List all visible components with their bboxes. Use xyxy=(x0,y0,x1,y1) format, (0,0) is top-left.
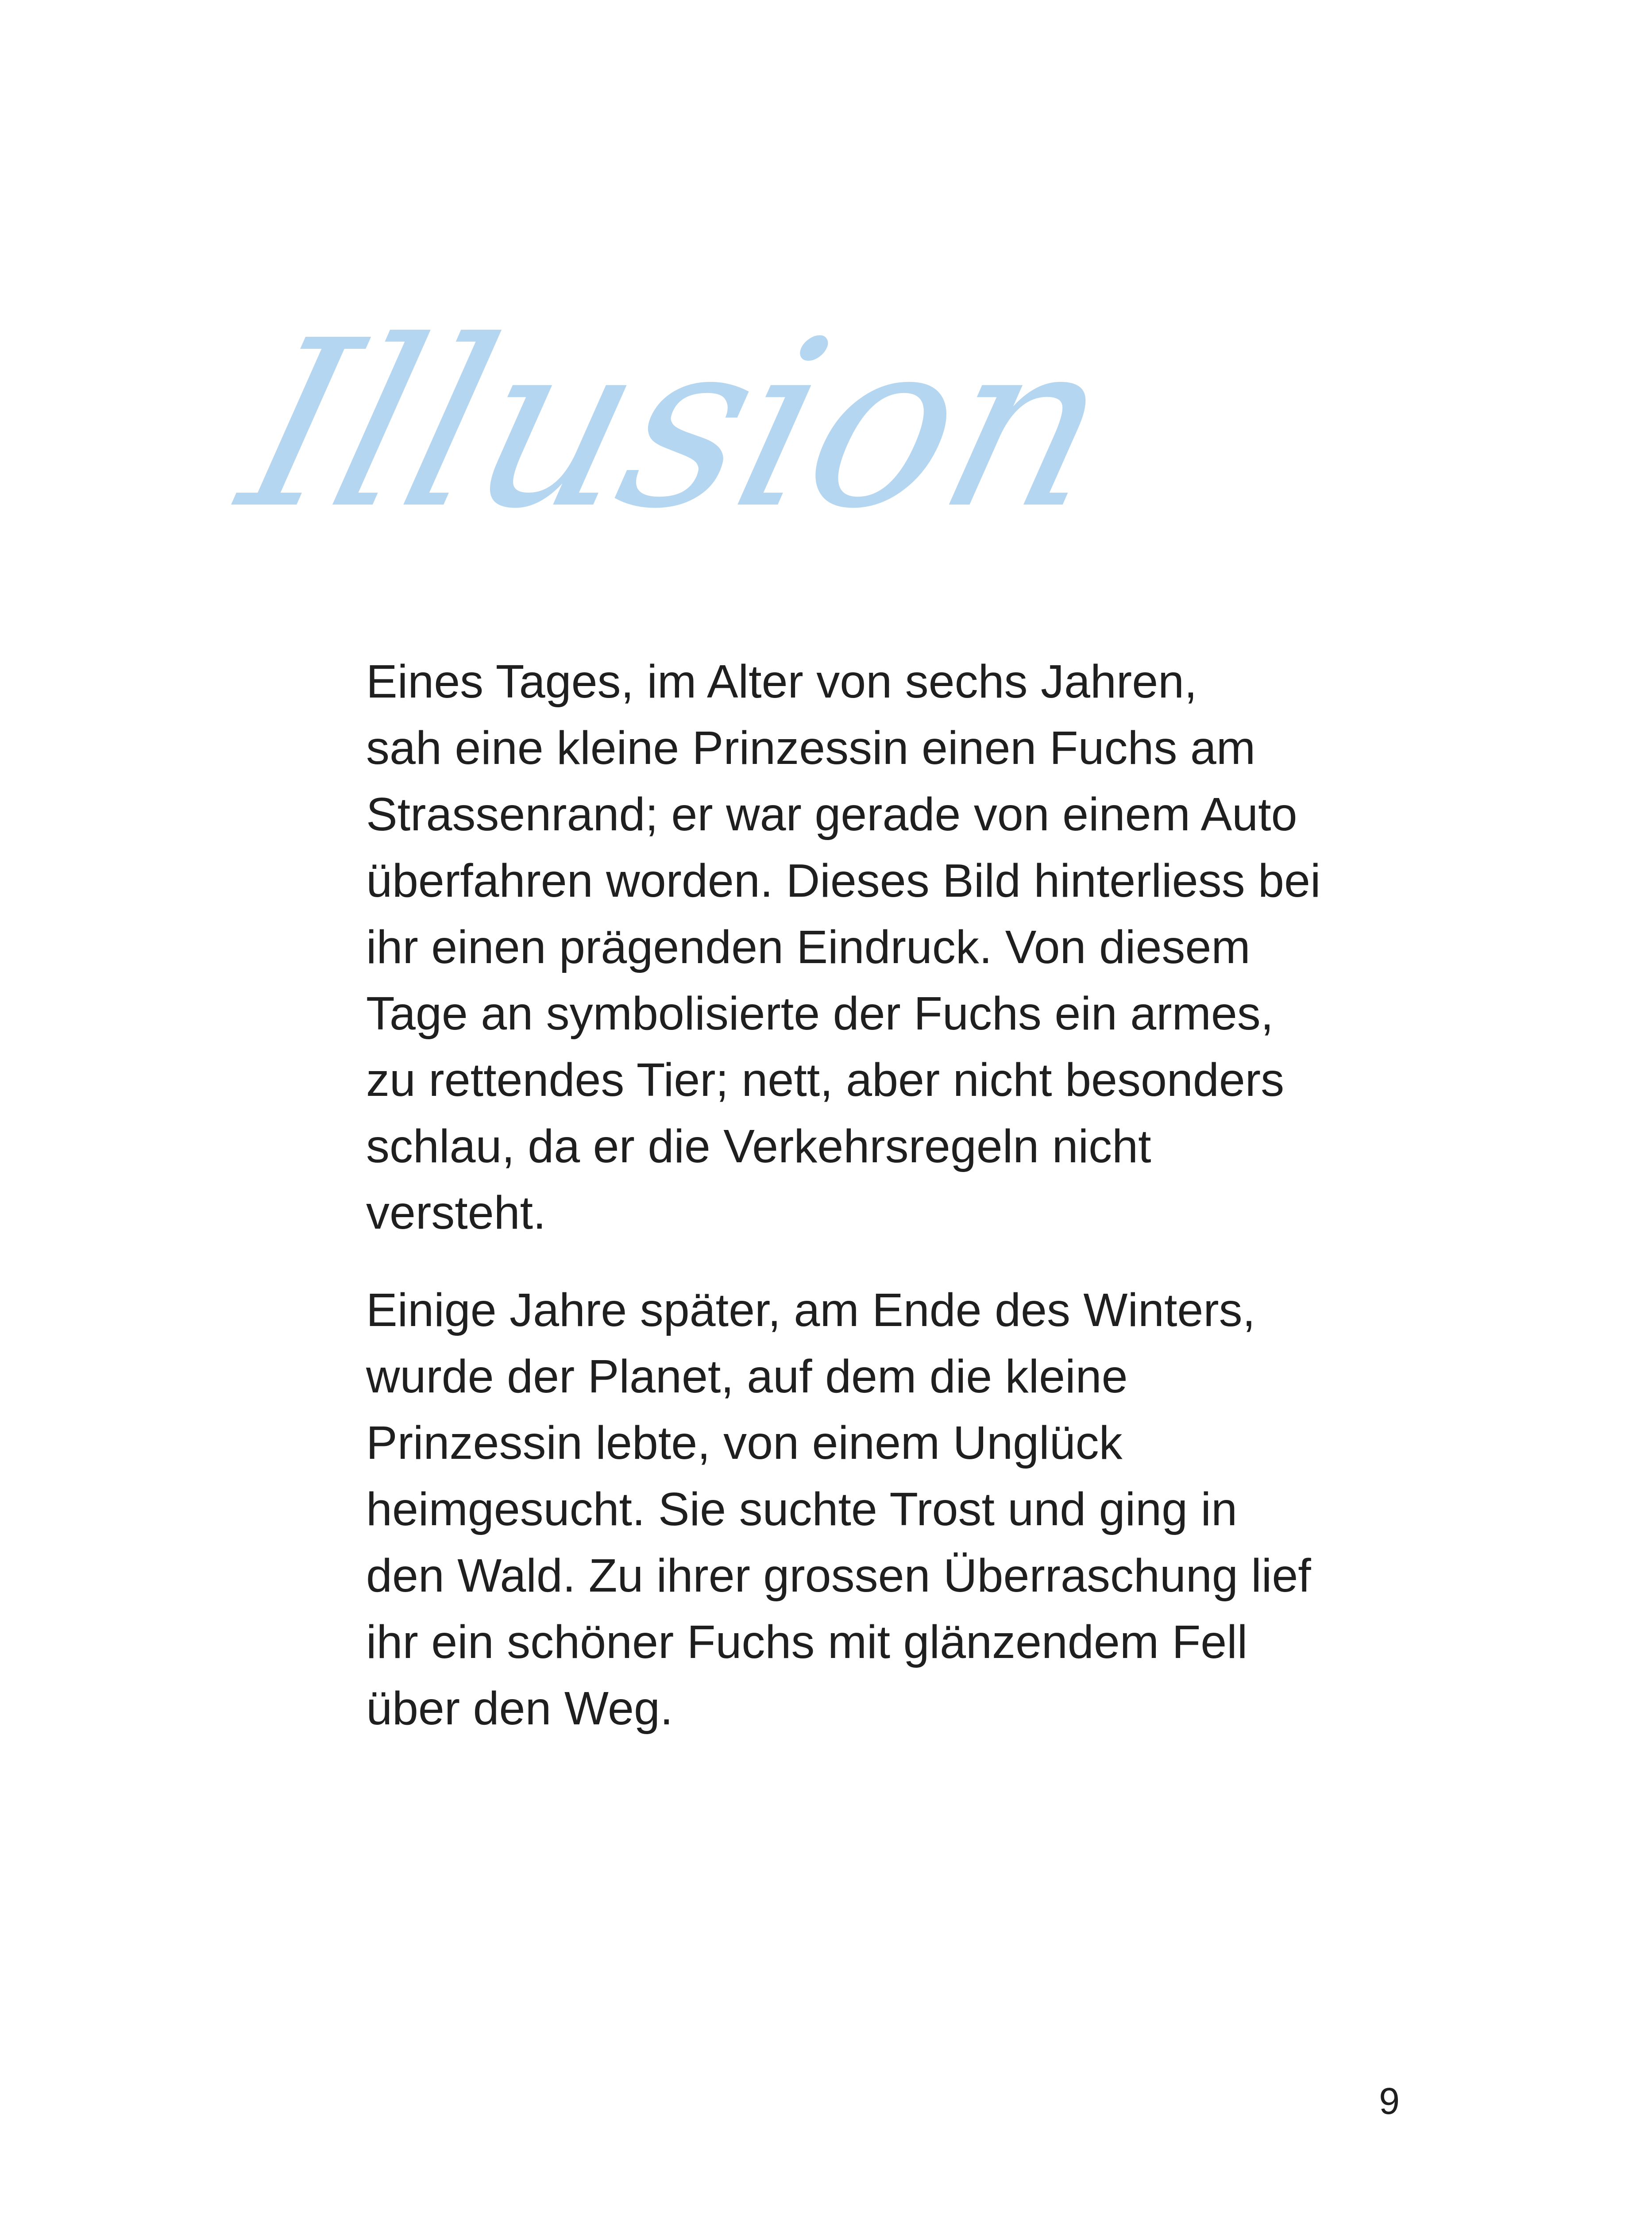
text-line: sah eine kleine Prinzessin einen Fuchs am xyxy=(366,722,1256,774)
body-text xyxy=(366,648,1428,1773)
text-line: Strassenrand; er war gerade von einem Auto xyxy=(366,788,1297,840)
paragraph-2 xyxy=(366,1277,1428,1742)
paragraph-1 xyxy=(366,648,1428,1246)
text-line: Einige Jahre später, am Ende des Winters, xyxy=(366,1284,1256,1336)
text-line: Eines Tages, im Alter von sechs Jahren, xyxy=(366,655,1197,708)
text-line: über den Weg. xyxy=(366,1682,673,1735)
text-line: den Wald. Zu ihrer grossen Überraschung lief xyxy=(366,1550,1311,1602)
text-line: versteht. xyxy=(366,1187,546,1239)
text-line: zu rettendes Tier; nett, aber nicht besonders xyxy=(366,1054,1285,1106)
text-line: ihr ein schöner Fuchs mit glänzendem Fell xyxy=(366,1616,1248,1668)
text-line: ihr einen prägenden Eindruck. Von diesem xyxy=(366,921,1251,973)
text-line: Tage an symbolisierte der Fuchs ein armes, xyxy=(366,987,1274,1040)
text-line: schlau, da er die Verkehrsregeln nicht xyxy=(366,1120,1151,1172)
text-line: heimgesucht. Sie suchte Trost und ging in xyxy=(366,1483,1238,1535)
text-line: überfahren worden. Dieses Bild hinterliess bei xyxy=(366,855,1321,907)
chapter-title: Illusion xyxy=(221,291,1132,559)
text-line: Prinzessin lebte, von einem Unglück xyxy=(366,1417,1123,1469)
page-number: 9 xyxy=(1379,2080,1400,2122)
text-line: wurde der Planet, auf dem die kleine xyxy=(366,1350,1128,1403)
